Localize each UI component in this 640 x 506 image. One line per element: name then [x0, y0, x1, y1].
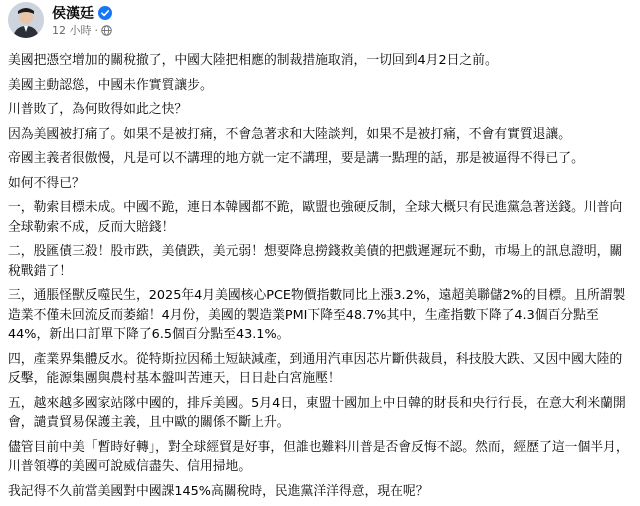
post-paragraph: 三，通脹怪獸反噬民生，2025年4月美國核心PCE物價指數同比上漲3.2%，遠超美聯儲2%的目標。且所謂製造業不僅未回流反而萎縮！4月份，美國的製造業PMI下降至48.7%其中，生產指數下降了4.3個百分點至44%，新出口訂單下降了6.5個百分點至43.1%。 [8, 288, 626, 342]
post-time[interactable]: 12 小時 [52, 24, 92, 37]
verified-badge-icon [98, 6, 112, 20]
author-row [52, 3, 112, 23]
post-meta [52, 22, 112, 38]
post-paragraph: 儘管目前中美「暫時好轉」，對全球經貿是好事，但誰也難料川普是否會反悔不認。然而，經歷了這一個半月，川普領導的美國可說威信盡失、信用掃地。 [8, 439, 629, 474]
author-name[interactable]: 侯漢廷 [52, 6, 94, 22]
post-paragraph: 四，產業界集體反水。從特斯拉因稀土短缺減產，到通用汽車因芯片斷供裁員，科技股大跌、又因中國大陸的反擊，能源集團與農村基本盤叫苦連天，日日赴白宮施壓！ [8, 351, 623, 386]
meta-separator: · [94, 23, 98, 37]
post-header [0, 0, 640, 42]
post-paragraph: 美國把憑空增加的關稅撤了，中國大陸把相應的制裁措施取消，一切回到4月2日之前。 [8, 53, 498, 68]
post-paragraph: 美國主動認慫，中國未作實質讓步。 [8, 77, 213, 93]
post-paragraph: 因為美國被打痛了。如果不是被打痛，不會急著求和大陸談判，如果不是被打痛，不會有實質退讓。 [8, 126, 572, 142]
post-content [8, 51, 634, 506]
post-paragraph: 五，越來越多國家站隊中國的，排斥美國。5月4日，東盟十國加上中日韓的財長和央行行長，在意大利米蘭開會，譴責貿易保護主義，且中歐的關係不斷上升。 [8, 395, 626, 430]
avatar-image [8, 2, 44, 38]
avatar[interactable] [8, 2, 44, 38]
post-paragraph: 二，股匯債三殺！股市跌，美債跌，美元弱！想要降息撈錢救美債的把戲遲遲玩不動，市場上的訊息證明，關稅戰錯了！ [8, 244, 623, 279]
post-paragraph: 川普敗了，為何敗得如此之快？ [8, 102, 188, 117]
globe-icon[interactable] [101, 25, 112, 36]
post-paragraph: 帝國主義者很傲慢，凡是可以不講理的地方就一定不講理，要是講一點理的話，那是被逼得不得已了。 [8, 151, 584, 166]
post-paragraph: 我記得不久前當美國對中國課145%高關稅時，民進黨洋洋得意，現在呢？ [8, 483, 429, 499]
post-paragraph: 如何不得已？ [8, 175, 85, 191]
post-paragraph: 一，勒索目標未成。中國不跪，連日本韓國都不跪，歐盟也強硬反制，全球大概只有民進黨急著送錢。川普向全球勒索不成，反而大賠錢！ [8, 200, 623, 235]
